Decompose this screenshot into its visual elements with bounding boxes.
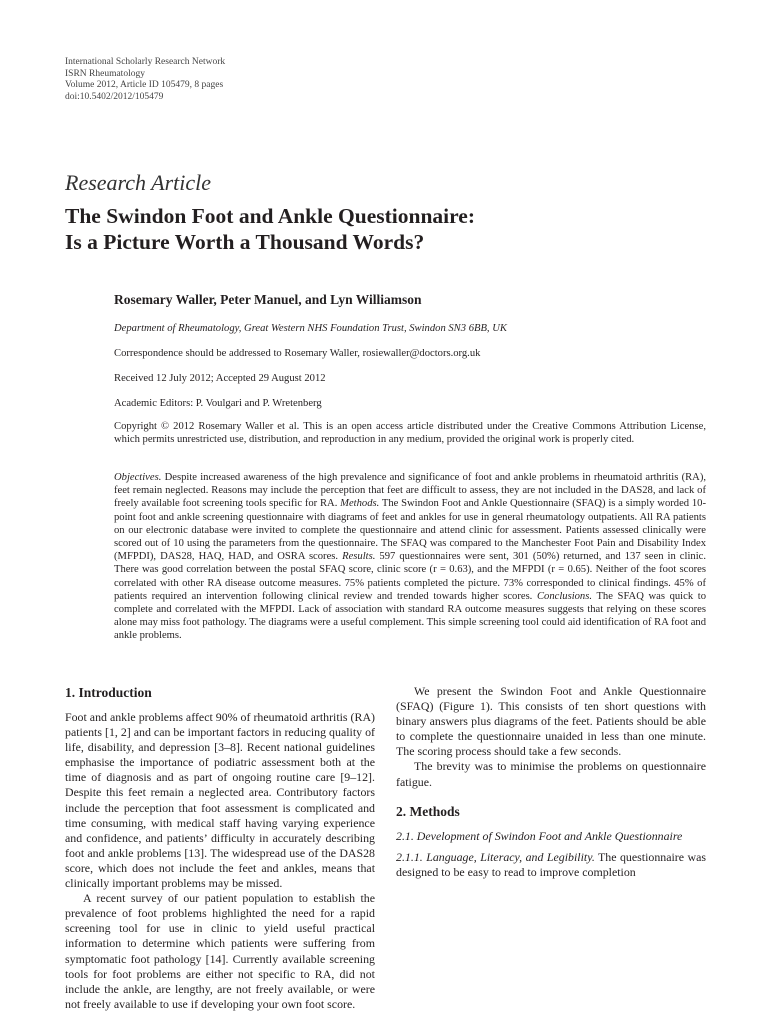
left-column xyxy=(65,684,375,1012)
received-dates: Received 12 July 2012; Accepted 29 August 2012 xyxy=(114,373,326,384)
title-line-2: Is a Picture Worth a Thousand Words? xyxy=(65,230,425,254)
intro-paragraph-3: We present the Swindon Foot and Ankle Questionnaire (SFAQ) (Figure 1). This consists of ten short questions with binary answers plus diagrams of the feet. Patients should be able to complete the questionnaire unaided in less than one minute. The scoring process should take a few seconds. xyxy=(396,684,706,759)
subsubsection-text: The questionnaire was designed to be easy to read to improve completion xyxy=(396,849,706,879)
abstract-results: 597 questionnaires were sent, 301 (50%) returned, and 137 seen in clinic. There was good correlation between the postal SFAQ score, clinic score (r = 0.63), and the MFPDI (r = 0.65). Neither of the foot scores correlated with other RA disease outcome measures. 75% patients completed the picture. 73% corresponded to clinical findings. 45% of patients required an intervention following clinical review and trended towards higher scores. xyxy=(114,551,706,602)
abstract-objectives: Despite increased awareness of the high prevalence and significance of foot and ankle problems in rheumatoid arthritis (RA), feet remain neglected. Reasons may include the perception that feet are difficult to assess, they are not included in the DAS28, and lack of freely available foot screening tools specific for RA. xyxy=(114,472,706,510)
intro-paragraph-4: The brevity was to minimise the problems on questionnaire fatigue. xyxy=(396,759,706,789)
journal-title: ISRN Rheumatology xyxy=(65,68,145,79)
subsection-2-1: 2.1. Development of Swindon Foot and Ankle Questionnaire xyxy=(396,828,683,843)
journal-doi: doi:10.5402/2012/105479 xyxy=(65,91,164,102)
copyright-notice: Copyright © 2012 Rosemary Waller et al. This is an open access article distributed under the Creative Commons Attribution License, which permits unrestricted use, distribution, and reproduction in any medium, provided the original work is properly cited. xyxy=(114,421,706,446)
intro-heading: 1. Introduction xyxy=(65,685,152,700)
abstract-results-label: Results. xyxy=(342,551,376,563)
abstract-methods-label: Methods. xyxy=(340,498,380,510)
intro-paragraph-1: Foot and ankle problems affect 90% of rheumatoid arthritis (RA) patients [1, 2] and can be important factors in reducing quality of life, disability, and depression [3–8]. Recent national guidelines emphasise the importance of podiatric assessment both at the time of diagnosis and as part of ongoing routine care [9–12]. Despite this feet remain a neglected area. Contributory factors include the perception that foot assessment is complicated and time consuming, with medical staff having varying experience and confidence, and patients’ difficulty in accurately describing foot and ankle problems [13]. The widespread use of the DAS28 score, which does not include the feet and ankles, means that clinically important problems may be missed. xyxy=(65,710,375,891)
abstract-objectives-label: Objectives. xyxy=(114,472,162,483)
methods-heading: 2. Methods xyxy=(396,803,460,819)
authors: Rosemary Waller, Peter Manuel, and Lyn Williamson xyxy=(114,292,422,307)
journal-network: International Scholarly Research Network xyxy=(65,57,226,67)
subsubsection-title: 2.1.1. Language, Literacy, and Legibility. xyxy=(396,849,595,864)
right-column xyxy=(396,684,706,880)
abstract-conclusions: The SFAQ was quick to complete and correlated with the MFPDI. Lack of association with standard RA outcome measures suggests that relying on these scores alone may miss foot pathology. The diagrams were a useful complement. This simple screening tool could aid identification of RA foot and ankle problems. xyxy=(114,590,706,642)
journal-volume: Volume 2012, Article ID 105479, 8 pages xyxy=(65,80,224,91)
title-line-1: The Swindon Foot and Ankle Questionnaire: xyxy=(65,204,475,228)
abstract-methods: The Swindon Foot and Ankle Questionnaire (SFAQ) is a simply worded 10-point foot and ankle screening questionnaire with diagrams of feet and ankles for use in general rheumatology outpatients. All RA patients on our electronic database were invited to complete the questionnaire and attend clinic for assessment. Patients assessed clinically were scored out of 10 using the parameters from the questionnaire. The SFAQ was compared to the Manchester Foot Pain and Disability Index (MFPDI), DAS28, HAQ, HAD, and OSRA scores. xyxy=(114,498,706,563)
abstract xyxy=(114,471,706,643)
paper-title xyxy=(65,203,475,255)
intro-paragraph-2: A recent survey of our patient population to establish the prevalence of foot problems highlighted the need for a rapid screening tool for use in clinic to yield useful practical information to determine which patients were suffering from symptomatic foot pathology [14]. Currently available screening tools for foot problems are either not specific to RA, did not include the ankle, are lengthy, are not freely available, or were not freely available to use if developing your own foot score. xyxy=(65,891,375,1011)
journal-info xyxy=(65,57,225,103)
correspondence: Correspondence should be addressed to Rosemary Waller, rosiewaller@doctors.org.uk xyxy=(114,348,481,359)
subsubsection-2-1-1 xyxy=(396,850,706,880)
abstract-conclusions-label: Conclusions. xyxy=(536,590,593,602)
article-type: Research Article xyxy=(65,170,212,195)
academic-editors: Academic Editors: P. Voulgari and P. Wretenberg xyxy=(114,398,322,409)
affiliation: Department of Rheumatology, Great Western NHS Foundation Trust, Swindon SN3 6BB, UK xyxy=(114,323,507,334)
